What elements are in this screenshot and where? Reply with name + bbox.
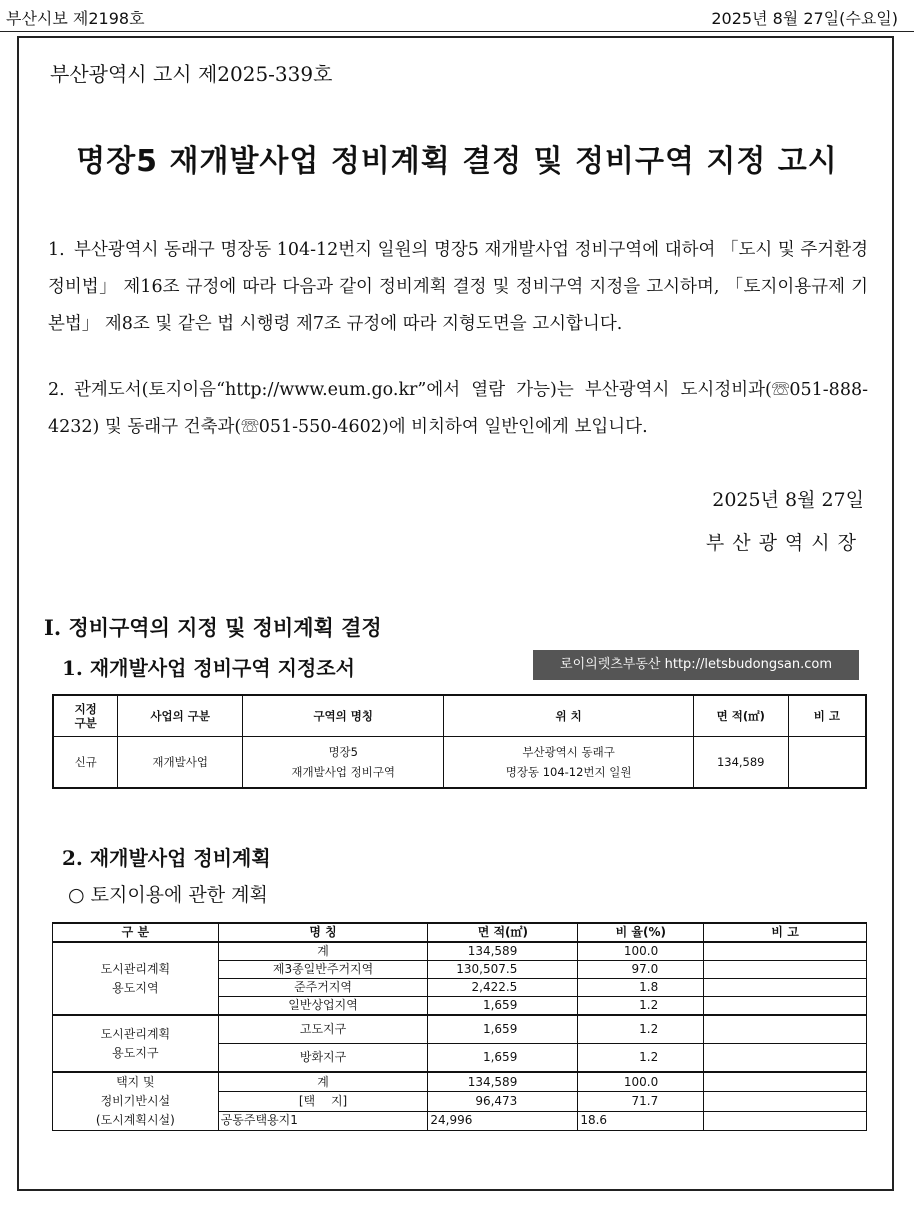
section-1-subtitle: 1. 재개발사업 정비구역 지정조서 [62, 656, 355, 680]
row-ratio: 71.7 [578, 1092, 704, 1111]
row-area: 134,589 [428, 942, 578, 961]
table-row [53, 942, 867, 961]
header-area: 면 적(㎡) [428, 923, 578, 942]
row-note [704, 1015, 867, 1044]
table-header-row [53, 923, 867, 942]
cell-note [788, 737, 866, 789]
signer: 부산광역시장 [705, 532, 864, 554]
header-divider [0, 31, 914, 32]
row-note [704, 942, 867, 961]
group-label-line1: 택지 및 [116, 1075, 155, 1089]
group-label-facilities [53, 1072, 219, 1131]
table-header-row [53, 695, 866, 737]
header-business-type: 사업의 구분 [118, 695, 243, 737]
row-area: 1,659 [428, 1015, 578, 1044]
header-ratio: 비 율(%) [578, 923, 704, 942]
row-name: 방화지구 [218, 1044, 428, 1073]
paragraph-1 [48, 232, 868, 343]
group-label-district [53, 1015, 219, 1072]
header-category: 구 분 [53, 923, 219, 942]
row-name: 제3종일반주거지역 [218, 961, 428, 979]
group-label-line1: 도시관리계획 [100, 1026, 171, 1041]
table-row [53, 737, 866, 789]
cell-designation: 신규 [53, 737, 118, 789]
cell-business-type: 재개발사업 [118, 737, 243, 789]
bulletin-header-left: 부산시보 제2198호 [6, 9, 145, 28]
paragraph-1-number: 1. [48, 240, 65, 260]
row-name: 고도지구 [218, 1015, 428, 1044]
row-name: 공동주택용지1 [218, 1111, 428, 1130]
header-designation: 지정 구분 [53, 695, 118, 737]
row-area: 134,589 [428, 1072, 578, 1092]
row-note [704, 1092, 867, 1111]
row-name: [택 지] [218, 1092, 428, 1111]
row-area: 1,659 [428, 997, 578, 1016]
row-area: 2,422.5 [428, 979, 578, 997]
row-name: 계 [218, 942, 428, 961]
land-use-table [52, 922, 867, 1131]
header-note: 비 고 [788, 695, 866, 737]
header-location: 위 치 [444, 695, 693, 737]
designation-table [52, 694, 867, 789]
header-note: 비 고 [704, 923, 867, 942]
row-ratio: 100.0 [578, 1072, 704, 1092]
row-note [704, 997, 867, 1016]
location-line2: 명장동 104-12번지 일원 [505, 765, 632, 779]
row-name: 일반상업지역 [218, 997, 428, 1016]
row-ratio: 18.6 [578, 1111, 704, 1130]
location-line1: 부산광역시 동래구 [522, 745, 615, 759]
row-name: 준주거지역 [218, 979, 428, 997]
group-label-line2: 용도지구 [112, 1045, 159, 1060]
header-area: 면 적(㎡) [693, 695, 788, 737]
row-ratio: 100.0 [578, 942, 704, 961]
row-note [704, 1111, 867, 1130]
row-note [704, 1044, 867, 1073]
row-ratio: 1.2 [578, 1015, 704, 1044]
row-note [704, 1072, 867, 1092]
notice-date: 2025년 8월 27일 [712, 489, 864, 511]
group-label-line2: 용도지역 [112, 980, 159, 995]
paragraph-1-text: 부산광역시 동래구 명장동 104-12번지 일원의 명장5 재개발사업 정비구역에 대하여 「도시 및 주거환경정비법」 제16조 규정에 따라 다음과 같이 정비계획 결정 및 정비구역 지정을 고시하며, 「토지이용규제 기본법」 제8조 및 같은 법 시행령 제7조 규정에 따라 지형도면을 고시합니다. [48, 240, 868, 334]
section-1-title: I. 정비구역의 지정 및 정비계획 결정 [44, 615, 382, 640]
paragraph-2 [48, 372, 868, 446]
group-label-use-district [53, 942, 219, 1015]
group-label-line2: 정비기반시설 [100, 1094, 171, 1108]
cell-zone-name [243, 737, 444, 789]
row-note [704, 979, 867, 997]
cell-location [444, 737, 693, 789]
group-label-line1: 도시관리계획 [100, 961, 171, 976]
row-note [704, 961, 867, 979]
group-label-line3: (도시계획시설) [95, 1113, 175, 1127]
row-ratio: 1.8 [578, 979, 704, 997]
notice-title: 명장5 재개발사업 정비계획 결정 및 정비구역 지정 고시 [76, 144, 838, 179]
bulletin-header-date: 2025년 8월 27일(수요일) [711, 9, 898, 28]
section-2-subtitle: ○ 토지이용에 관한 계획 [68, 884, 268, 906]
notice-number: 부산광역시 고시 제2025-339호 [50, 62, 333, 86]
watermark-banner: 로이의렛츠부동산 http://letsbudongsan.com [533, 650, 859, 680]
table-row [53, 1015, 867, 1044]
cell-area: 134,589 [693, 737, 788, 789]
section-2-title: 2. 재개발사업 정비계획 [62, 846, 271, 870]
row-name: 계 [218, 1072, 428, 1092]
zone-name-line1: 명장5 [328, 745, 358, 759]
row-area: 130,507.5 [428, 961, 578, 979]
header-zone-name: 구역의 명칭 [243, 695, 444, 737]
paragraph-2-text: 관계도서(토지이음“http://www.eum.go.kr”에서 열람 가능)는 부산광역시 도시정비과(☏051-888-4232) 및 동래구 건축과(☏051-550-4602)에 비치하여 일반인에게 보입니다. [48, 380, 868, 437]
table-row [53, 1072, 867, 1092]
zone-name-line2: 재개발사업 정비구역 [291, 765, 396, 779]
row-area: 24,996 [428, 1111, 578, 1130]
row-area: 96,473 [428, 1092, 578, 1111]
paragraph-2-number: 2. [48, 380, 65, 400]
row-ratio: 1.2 [578, 997, 704, 1016]
row-ratio: 1.2 [578, 1044, 704, 1073]
header-name: 명 칭 [218, 923, 428, 942]
row-area: 1,659 [428, 1044, 578, 1073]
row-ratio: 97.0 [578, 961, 704, 979]
